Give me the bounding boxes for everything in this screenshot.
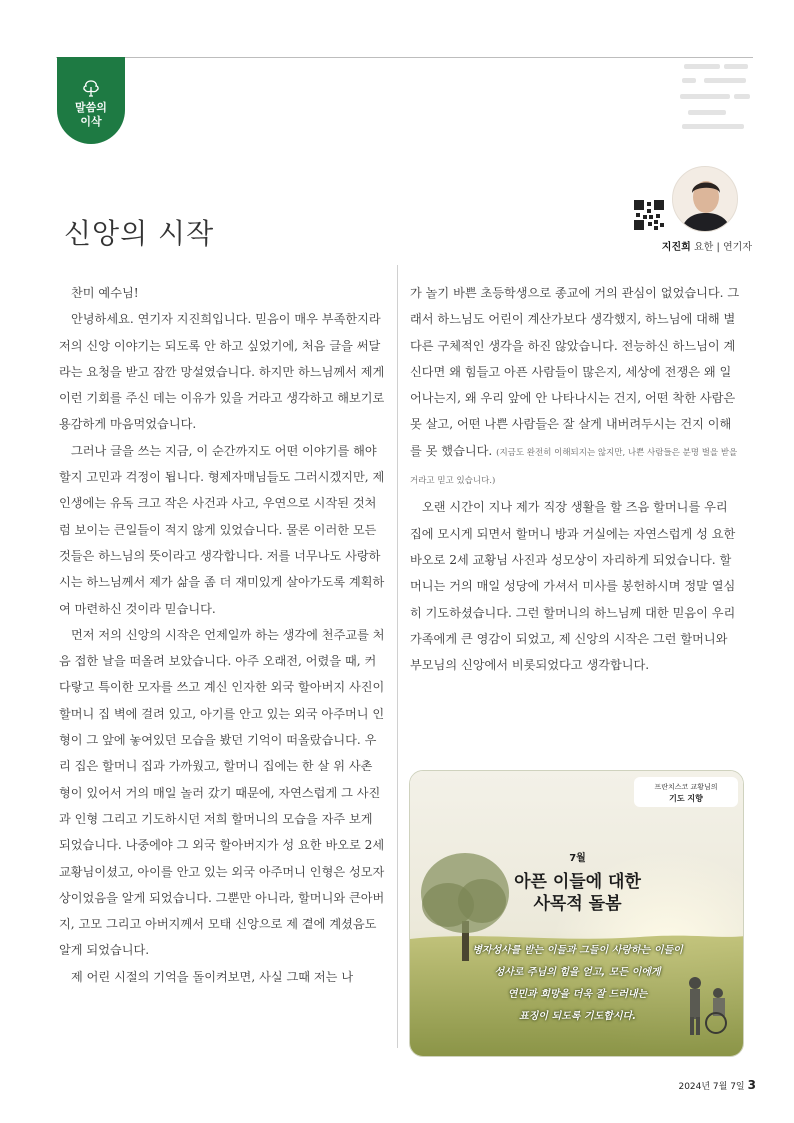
author-baptismal-name: 요한 [693, 242, 714, 253]
author-role: 연기자 [723, 242, 752, 253]
poster-body-line-3: 연민과 희망을 더욱 잘 드러내는 [507, 989, 648, 1000]
paragraph: 찬미 예수님! [71, 286, 139, 300]
page-footer [678, 1078, 756, 1092]
author-avatar [672, 166, 738, 232]
footnote-aside: (지금도 완전히 이해되지는 않지만, 나쁜 사람들은 분명 벌을 받을 거라고 믿고 있습니다.) [410, 447, 738, 487]
prayer-tag-line-2: 기도 지향 [669, 794, 703, 803]
column-divider [397, 265, 398, 1048]
paragraph [410, 280, 740, 494]
prayer-tag [634, 777, 738, 807]
paragraph: 그러나 글을 쓰는 지금, 이 순간까지도 어떤 이야기를 해야 할지 고민과 걱정이 됩니다. 형제자매님들도 그러시겠지만, 제 인생에는 유독 크고 작은 사건과 사고, 우연으로 시작된 것처럼 보이는 큰일들이 적지 않게 있었습니다. 물론 이러한 모든 것들은 하느님의 뜻이라고 생각합니다. 저를 너무나도 사랑하시는 하느님께서 제가 삶을 좀 더 재미있게 살아가도록 계획하여 마련하신 것이라 믿습니다. [59, 443, 385, 616]
author-byline: 지진희 요한 | 연기자 [661, 242, 752, 253]
badge-line-1: 말씀의 [75, 101, 107, 114]
poster-body-line-1: 병자성사를 받는 이들과 그들이 사랑하는 이들이 [472, 945, 683, 956]
prayer-tag-line-1: 프란치스코 교황님의 [654, 783, 718, 791]
badge-line-2: 이삭 [80, 115, 102, 128]
article-title: 신앙의 시작 [64, 217, 215, 250]
paragraph: 제 어린 시절의 기억을 돌이켜보면, 사실 그때 저는 나 [71, 969, 354, 984]
poster-body-line-2: 성사로 주님의 힘을 얻고, 모든 이에게 [494, 967, 661, 978]
poster-headline-2: 사목적 돌봄 [533, 894, 622, 914]
prayer-intention-poster [409, 770, 744, 1057]
poster-month: 7월 [569, 853, 586, 864]
paragraph: 먼저 저의 신앙의 시작은 언제일까 하는 생각에 천주교를 처음 접한 날을 떠올려 보았습니다. 아주 오래전, 어렸을 때, 커다랗고 특이한 모자를 쓰고 계신 인자한 외국 할아버지 사진이 할머니 집 벽에 걸려 있고, 아기를 안고 있는 외국 아주머니 인형이 그 앞에 놓여있던 모습을 봤던 기억이 떠올랐습니다. 우리 집은 할머니 집과 가까웠고, 할머니 집에는 한 살 위 사촌 형이 있어서 거의 매일 놀러 갔기 때문에, 자연스럽게 그 사진과 인형 그리고 기도하시던 저희 할머니의 모습을 자주 보게 되었습니다. 나중에야 그 외국 할아버지가 성 요한 바오로 2세 교황님이셨고, 아이를 안고 있는 외국 아주머니 인형은 성모자상이었음을 알게 되었습니다. 그뿐만 아니라, 할머니와 큰아버지, 고모 그리고 아버지께서 모태 신앙으로 제 곁에 계셨음도 알게 되었습니다. [59, 627, 385, 958]
tree-icon [81, 79, 101, 97]
faint-logo [678, 60, 752, 132]
page-number: 3 [747, 1078, 756, 1092]
issue-date: 2024년 7월 7일 [678, 1082, 745, 1092]
author-name: 지진희 [661, 242, 691, 253]
article-column-right [410, 280, 740, 678]
paragraph: 오랜 시간이 지나 제가 직장 생활을 할 즈음 할머니를 우리 집에 모시게 되면서 할머니 방과 거실에는 자연스럽게 성 요한 바오로 2세 교황님 사진과 성모상이 자리하게 되었습니다. 할머니는 거의 매일 성당에 가셔서 미사를 봉헌하시며 정말 열심히 기도하셨습니다. 그런 할머니의 하느님께 대한 믿음이 우리 가족에게 큰 영감이 되었고, 제 신앙의 시작은 그런 할머니와 부모님의 신앙에서 비롯되었다고 생각합니다. [410, 500, 736, 673]
paragraph: 안녕하세요. 연기자 지진희입니다. 믿음이 매우 부족한지라 저의 신앙 이야기는 되도록 안 하고 싶었기에, 처음 글을 써달라는 요청을 받고 잠깐 망설였습니다. 하지만 하느님께서 제게 이런 기회를 주신 데는 이유가 있을 거라고 생각하고 해보기로 용감하게 마음먹었습니다. [59, 312, 385, 432]
header-rule [56, 57, 753, 58]
article-column-left [59, 280, 385, 990]
poster-headline-1: 아픈 이들에 대한 [514, 872, 641, 892]
poster-body-line-4: 표징이 되도록 기도합시다. [518, 1011, 637, 1022]
qr-code-icon[interactable] [634, 200, 664, 230]
paragraph-text: 가 놀기 바쁜 초등학생으로 종교에 거의 관심이 없었습니다. 그래서 하느님도 어린이 계산가보다 생각했지, 하느님에 대해 별다른 구체적인 생각을 하진 않았습니다. 전능하신 하느님이 계신다면 왜 힘들고 아픈 사람들이 많은지, 세상에 전쟁은 왜 일어나는지, 왜 우리 앞에 안 나타나시는 건지, 어떤 착한 사람은 못 살고, 어떤 나쁜 사람들은 잘 살게 내버려두시는 건지 이해를 못 했습니다. [410, 286, 740, 458]
section-badge [57, 57, 125, 144]
